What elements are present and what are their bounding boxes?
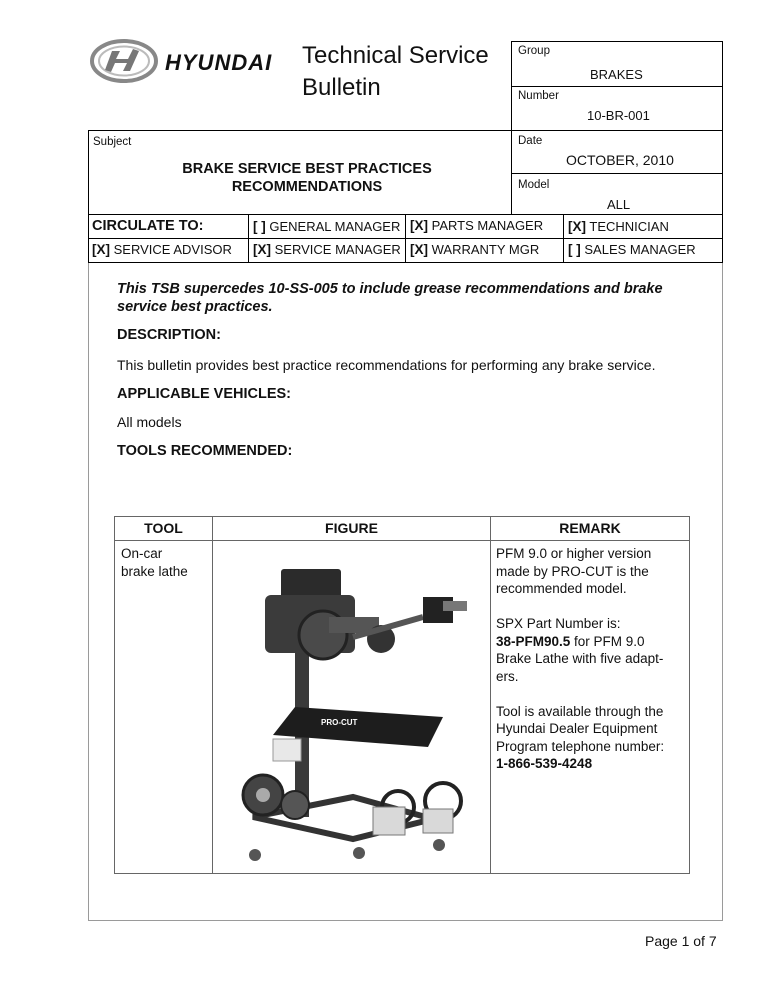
number-label: Number	[518, 90, 559, 102]
date-label: Date	[518, 135, 543, 147]
brake-lathe-image	[233, 557, 473, 867]
circulate-parts-manager: [X] PARTS MANAGER	[410, 218, 544, 233]
number-value: 10-BR-001	[587, 108, 650, 123]
circulate-technician: [X] TECHNICIAN	[568, 219, 669, 234]
tool-name: On-car brake lathe	[121, 546, 188, 579]
group-label: Group	[518, 45, 550, 57]
model-label: Model	[518, 179, 550, 191]
circulate-sales-manager: [ ] SALES MANAGER	[568, 242, 696, 257]
subject-label: Subject	[93, 136, 132, 148]
group-value: BRAKES	[590, 67, 643, 82]
table-header-remark: REMARK	[559, 520, 621, 536]
date-value: OCTOBER, 2010	[566, 152, 674, 168]
brand-wordmark: HYUNDAI	[165, 50, 273, 75]
supersede-line2: service best practices.	[117, 299, 273, 315]
circulate-label: CIRCULATE TO:	[92, 218, 204, 234]
remark-text: PFM 9.0 or higher version made by PRO-CUT is the recommended model. SPX Part Number is: 38-PFM90.5 for PFM 9.0 Brake Lathe with five adapt- ers. Tool is available through the Hyundai Dealer Equipment Program telephone number: 1-866-539-4248	[496, 546, 665, 771]
circulate-service-advisor: [X] SERVICE ADVISOR	[92, 242, 232, 257]
circulate-service-manager: [X] SERVICE MANAGER	[253, 242, 401, 257]
doc-title-line2: Bulletin	[302, 74, 381, 101]
page-number: Page 1 of 7	[645, 933, 717, 949]
supersede-line1: This TSB supercedes 10-SS-005 to include grease recommendations and brake	[117, 281, 663, 297]
table-header-figure: FIGURE	[325, 520, 378, 536]
model-value: ALL	[607, 197, 631, 212]
tools-heading: TOOLS RECOMMENDED:	[117, 443, 293, 459]
description-heading: DESCRIPTION:	[117, 327, 221, 343]
spx-part-number: 38-PFM90.5	[496, 633, 571, 649]
subject-line2: RECOMMENDATIONS	[231, 179, 383, 195]
description-text: This bulletin provides best practice recommendations for performing any brake service.	[117, 357, 656, 373]
circulate-warranty-mgr: [X] WARRANTY MGR	[410, 242, 540, 257]
phone-number: 1-866-539-4248	[496, 756, 593, 771]
brake-lathe-figure	[233, 557, 473, 867]
subject-line1: BRAKE SERVICE BEST PRACTICES	[182, 161, 432, 177]
doc-title-line1: Technical Service	[302, 42, 489, 69]
table-header-tool: TOOL	[144, 520, 183, 536]
vehicles-heading: APPLICABLE VEHICLES:	[117, 386, 292, 402]
circulate-general-manager: [ ] GENERAL MANAGER	[253, 219, 401, 234]
pro-cut-logo-text: PRO-CUT	[321, 718, 358, 727]
vehicles-text: All models	[117, 414, 182, 430]
tools-table	[114, 516, 690, 874]
